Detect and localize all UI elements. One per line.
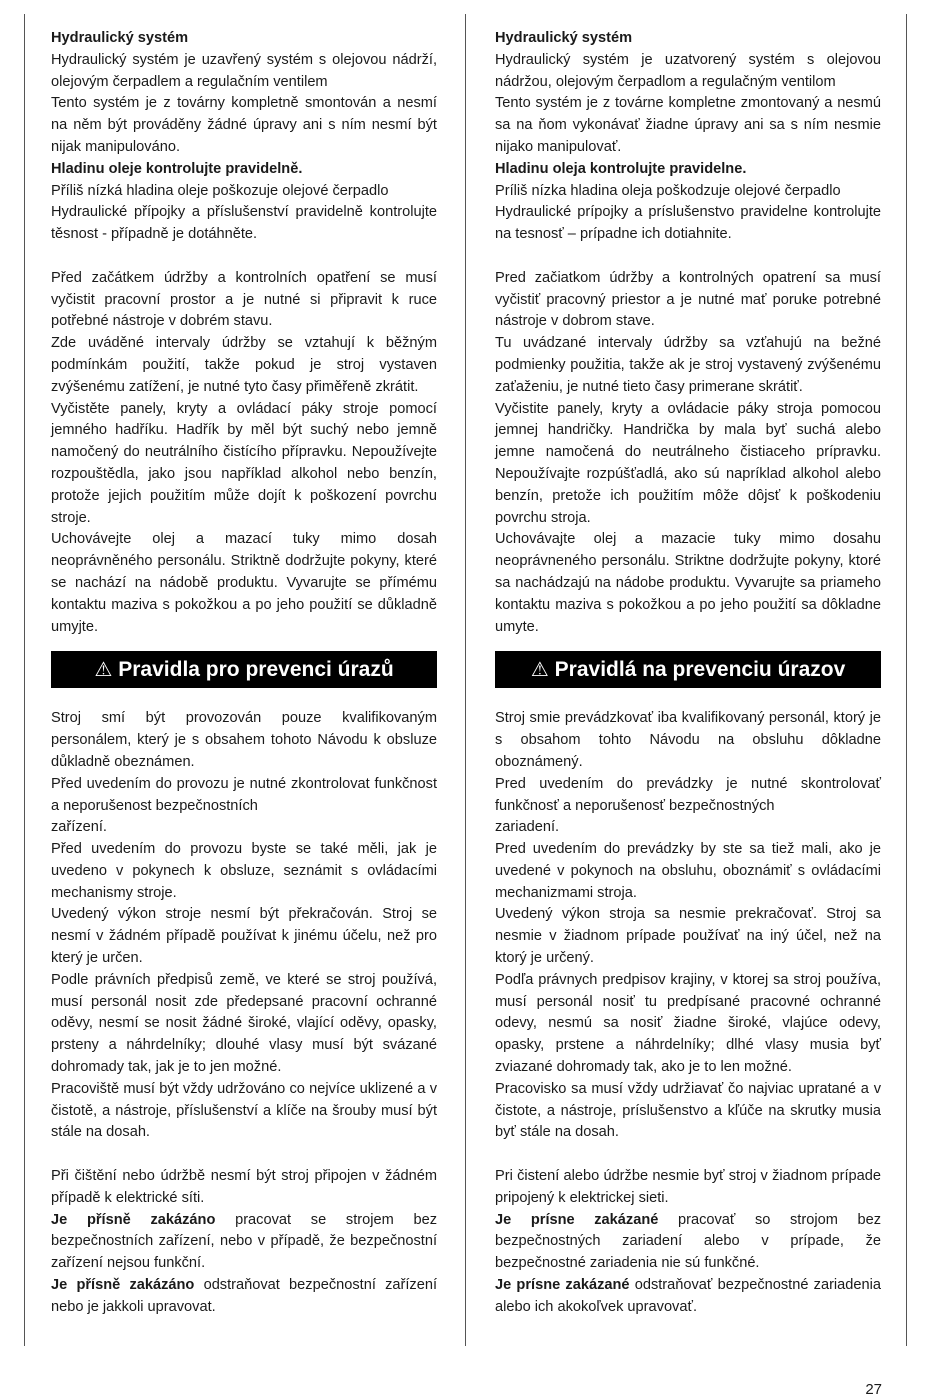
paragraph-text: Pred uvedením do prevádzky je nutné skontrolovať funkčnosť a neporušenosť bezpečnostných bbox=[495, 775, 881, 814]
page-number: 27 bbox=[865, 1381, 882, 1398]
prohibition-2 bbox=[51, 1275, 437, 1319]
paragraph-text: Před uvedením do provozu je nutné zkontrolovat funkčnost a neporušenost bezpečnostních bbox=[51, 775, 437, 814]
paragraph-text: Podle právních předpisů země, ve které se stroj používá, musí personál nosit zde předepsané pracovní ochranné oděvy, nesmí se nosit žádné široké, vlající oděvy, opasky, prsteny a náhrdelníky; dlouhé vlasy musí být svázané dohromady tak, jak je to jen možné. bbox=[51, 971, 437, 1076]
maintenance-section bbox=[51, 268, 437, 639]
injury-prevention-banner bbox=[51, 651, 437, 688]
prohibition-emphasis: Je prísne zakázané bbox=[495, 1211, 659, 1228]
prohibition-text: pracovať so strojom bez bezpečnostných zariadení alebo v prípade, že bezpečnostné zariadenia nie sú funkčné. bbox=[495, 1211, 881, 1272]
paragraph-text: Pracoviště musí být vždy udržováno co nejvíce uklizené a v čistotě, a nástroje, příslušenství a klíče na šrouby musí být stále na dosah. bbox=[51, 1080, 437, 1141]
injury-prevention-banner bbox=[495, 651, 881, 688]
left-margin-rule bbox=[24, 14, 25, 1346]
right-margin-rule bbox=[906, 14, 907, 1346]
warning-icon: ⚠ bbox=[530, 659, 549, 682]
paragraph-text: Tu uvádzané intervaly údržby sa vzťahujú na bežné podmienky použitia, takže ak je stroj vystavený zvýšenému zaťaženiu, je nutné tieto časy primerane skrátiť. bbox=[495, 335, 881, 395]
prohibition-1 bbox=[51, 1210, 437, 1275]
banner-title: Pravidlá na prevenciu úrazov bbox=[554, 658, 846, 682]
paragraph-text: zariadení. bbox=[495, 819, 560, 836]
paragraph-text: Příliš nízká hladina oleje poškozuje olejové čerpadlo bbox=[51, 182, 389, 199]
safety-rules-section bbox=[51, 708, 437, 1144]
paragraph-text: Pracovisko sa musí vždy udržiavať čo najviac upratané a v čistote, a nástroje, príslušenstvo a kľúče na skrutky musia byť stále na dosah. bbox=[495, 1080, 881, 1141]
cleaning-note: Pri čistení alebo údržbe nesmie byť stroj v žiadnom prípade pripojený k elektrickej sieti. bbox=[495, 1168, 881, 1206]
prohibition-text: pracovat se strojem bez bezpečnostních zařízení, nebo v případě, že bezpečnostní zařízení nejsou funkční. bbox=[51, 1211, 437, 1272]
bold-heading: Hladinu oleja kontrolujte pravidelne. bbox=[495, 160, 747, 177]
cleaning-note: Při čištění nebo údržbě nesmí být stroj připojen v žádném případě k elektrické síti. bbox=[51, 1168, 437, 1206]
paragraph-text: Uvedený výkon stroje nesmí být překračován. Stroj se nesmí v žádném případě používat k jinému účelu, než pro který je určen. bbox=[51, 906, 437, 967]
paragraph-text: Tento systém je z továrny kompletně smontován a nesmí na něm být prováděny žádné úpravy ani s ním nesmí být nijak manipulováno. bbox=[51, 95, 437, 155]
paragraph-text: Príliš nízka hladina oleja poškodzuje olejové čerpadlo bbox=[495, 182, 841, 199]
right-column bbox=[495, 28, 881, 1319]
paragraph-text: Pred uvedením do prevádzky by ste sa tiež mali, ako je uvedené v pokynoch na obsluhu, oboznámiť s ovládacími mechanizmami stroja. bbox=[495, 841, 881, 901]
banner-title: Pravidla pro prevenci úrazů bbox=[118, 658, 394, 682]
safety-rules-section bbox=[495, 708, 881, 1144]
paragraph-text: Stroj smí být provozován pouze kvalifikovaným personálem, který je s obsahem tohoto Návodu k obsluze důkladně obeznámen. bbox=[51, 710, 437, 770]
left-column bbox=[51, 28, 437, 1319]
paragraph-text: Vyčistěte panely, kryty a ovládací páky stroje pomocí jemného hadříku. Hadřík by měl být suchý nebo jemně namočený do neutrálního čistícího přípravku. Nepoužívejte rozpouštědla, jako jsou například alkohol nebo benzín, protože jejich použitím může dojít k poškození povrchu stroje. bbox=[51, 400, 437, 526]
paragraph-text: Uvedený výkon stroja sa nesmie prekračovať. Stroj sa nesmie v žiadnom prípade používať na iný účel, než na ktorý je určený. bbox=[495, 906, 881, 967]
prohibition-text: odstraňovat bezpečnostní zařízení nebo je jakkoli upravovat. bbox=[51, 1277, 437, 1315]
paragraph-text: Hydraulický systém je uzavřený systém s olejovou nádrží, olejovým čerpadlem a regulačním ventilem bbox=[51, 51, 437, 90]
paragraph-text: Uchovávejte olej a mazací tuky mimo dosah neoprávněného personálu. Striktně dodržujte pokyny, které se nachází na nádobě produktu. Vyvarujte se přímému kontaktu maziva s pokožkou a po jeho použití se důkladně umyjte. bbox=[51, 531, 437, 635]
paragraph-text: Hydraulický systém je uzatvorený systém s olejovou nádržou, olejovým čerpadlom a regulačným ventilom bbox=[495, 51, 881, 90]
prohibition-1 bbox=[495, 1210, 881, 1275]
paragraph-text: zařízení. bbox=[51, 819, 107, 836]
paragraph-text: Hydraulické prípojky a príslušenstvo pravidelne kontrolujte na tesnosť – prípadne ich dotiahnite. bbox=[495, 204, 881, 243]
prohibition-text: odstraňovať bezpečnostné zariadenia alebo ich akokoľvek upravovať. bbox=[495, 1277, 881, 1315]
maintenance-section bbox=[495, 268, 881, 639]
warning-icon: ⚠ bbox=[94, 659, 113, 682]
hydraulic-section bbox=[51, 28, 437, 246]
center-column-rule bbox=[465, 14, 466, 1346]
hydraulic-section bbox=[495, 28, 881, 246]
prohibition-2 bbox=[495, 1275, 881, 1319]
paragraph-text: Pred začiatkom údržby a kontrolných opatrení sa musí vyčistiť pracovný priestor a je nutné mať poruke potrebné nástroje v dobrom stave. bbox=[495, 269, 881, 330]
prohibition-emphasis: Je prísne zakázané bbox=[495, 1277, 630, 1294]
paragraph-text: Zde uváděné intervaly údržby se vztahují k běžným podmínkám použití, takže pokud je stroj vystaven zvýšenému zatížení, je nutné tyto časy přiměřeně zkrátit. bbox=[51, 335, 437, 395]
prohibition-emphasis: Je přísně zakázáno bbox=[51, 1211, 216, 1228]
prohibition-emphasis: Je přísně zakázáno bbox=[51, 1277, 195, 1294]
paragraph-text: Hydraulické přípojky a příslušenství pravidelně kontrolujte těsnost - případně je dotáhněte. bbox=[51, 204, 437, 243]
bold-heading: Hydraulický systém bbox=[51, 30, 189, 46]
bold-heading: Hydraulický systém bbox=[495, 30, 633, 46]
paragraph-text: Podľa právnych predpisov krajiny, v ktorej sa stroj používa, musí personál nosiť tu predpísané pracovné ochranné odevy, nesmú sa nosiť žiadne široké, vlajúce odevy, opasky, prstene a náhrdelníky; dlhé vlasy musia byť zviazané dohromady tak, ako je to len možné. bbox=[495, 971, 881, 1076]
bold-heading: Hladinu oleje kontrolujte pravidelně. bbox=[51, 160, 303, 177]
paragraph-text: Před uvedením do provozu byste se také měli, jak je uvedeno v pokynech k obsluze, seznámit s ovládacími mechanismy stroje. bbox=[51, 841, 437, 901]
paragraph-text: Vyčistite panely, kryty a ovládacie páky stroja pomocou jemnej handričky. Handrička by mala byť suchá alebo jemne namočená do neutrálneho čistiaceho prípravku. Nepoužívajte rozpúšťadlá, ako sú napríklad alkohol alebo benzín, pretože ich použitím môže dôjsť k poškodeniu povrchu stroja. bbox=[495, 400, 881, 526]
paragraph-text: Před začátkem údržby a kontrolních opatření se musí vyčistit pracovní prostor a je nutné si připravit k ruce potřebné nástroje v dobrém stavu. bbox=[51, 269, 437, 330]
paragraph-text: Stroj smie prevádzkovať iba kvalifikovaný personál, ktorý je s obsahom tohto Návodu na obsluhu dôkladne oboznámený. bbox=[495, 710, 881, 770]
paragraph-text: Uchovávajte olej a mazacie tuky mimo dosahu neoprávneného personálu. Striktne dodržujte pokyny, ktoré sa nachádzajú na nádobe produktu. Vyvarujte sa priameho kontaktu maziva s pokožkou a po jeho použití sa dôkladne umyte. bbox=[495, 531, 881, 635]
paragraph-text: Tento systém je z továrne kompletne zmontovaný a nesmú sa na ňom vykonávať žiadne úpravy ani sa s ním nesmie nijako manipulovať. bbox=[495, 95, 881, 155]
